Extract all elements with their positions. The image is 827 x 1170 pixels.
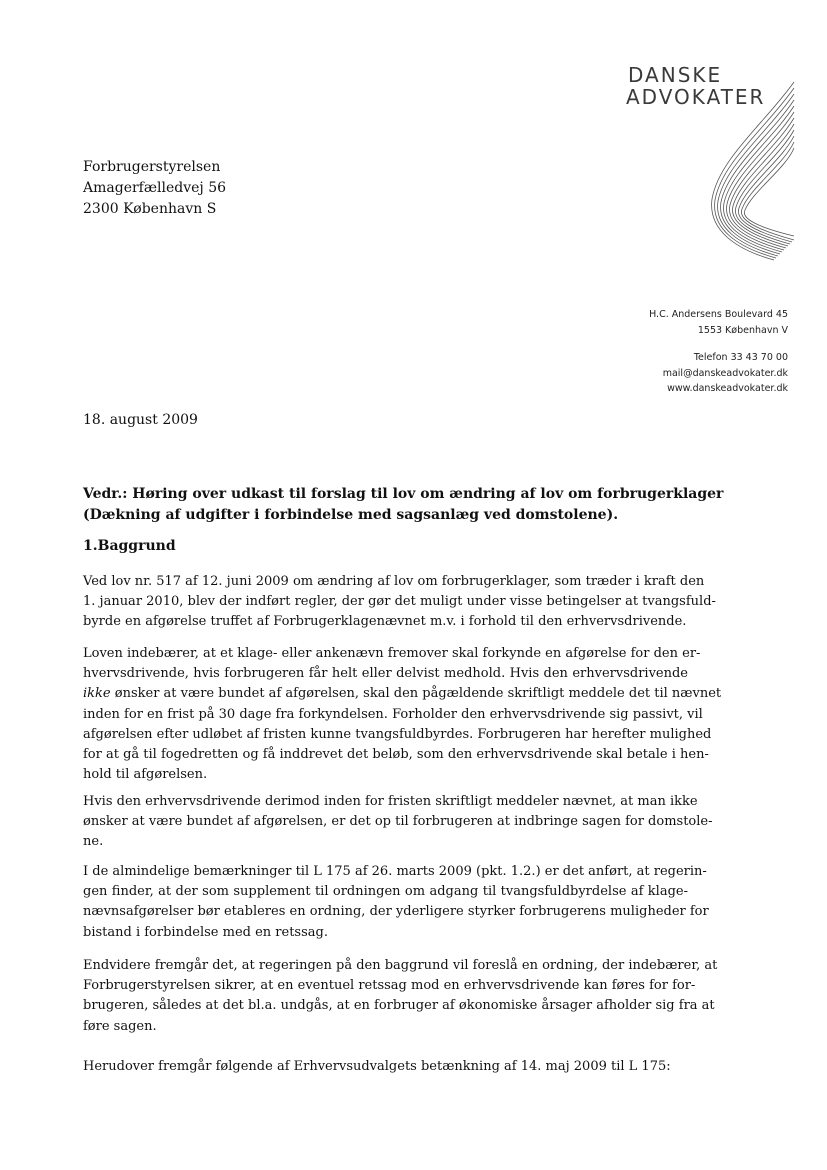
paragraph-line: Hvis den erhvervsdrivende derimod inden for fristen skriftligt meddeler nævnet, at man ikke	[83, 794, 698, 809]
paragraph-line: Forbrugerstyrelsen sikrer, at en eventuel retssag mod en erhvervsdrivende kan føres for for-	[83, 978, 696, 994]
paragraph-line: nævnsafgørelser bør etableres en ordning, der yderligere styrker forbrugerens muligheder for	[83, 904, 709, 920]
paragraph-line: inden for en frist på 30 dage fra forkyndelsen. Forholder den erhvervsdrivende sig passivt, vil	[83, 706, 703, 722]
paragraph-line: hvervsdrivende, hvis forbrugeren får helt eller delvist medhold. Hvis den erhvervsdrivende	[83, 666, 688, 682]
logo-text-line1: DANSKE	[628, 63, 723, 87]
paragraph-1	[83, 572, 716, 633]
subject-line-2: (Dækning af udgifter i forbindelse med sagsanlæg ved domstolene).	[83, 507, 619, 523]
sender-contact	[663, 350, 788, 397]
danske-advokater-logo	[624, 64, 796, 264]
sender-phone: Telefon 33 43 70 00	[693, 352, 788, 363]
paragraph-line: for at gå til fogedretten og få inddrevet det beløb, som den erhvervsdrivende skal betale i hen-	[83, 747, 709, 763]
paragraph-line: byrde en afgørelse truffet af Forbrugerklagenævnet m.v. i forhold til den erhvervsdrivende.	[83, 614, 687, 630]
paragraph-line: Ved lov nr. 517 af 12. juni 2009 om ændring af lov om forbrugerklager, som træder i kraft den	[83, 574, 705, 589]
paragraph-line: afgørelsen efter udløbet af fristen kunne tvangsfuldbyrdes. Forbrugeren har herefter mulighed	[83, 726, 712, 742]
paragraph-line: gen finder, at der som supplement til ordningen om adgang til tvangsfuldbyrdelse af klage-	[83, 884, 688, 900]
sender-web: www.danskeadvokater.dk	[667, 383, 788, 394]
sender-city: 1553 København V	[697, 324, 788, 336]
paragraph-line: I de almindelige bemærkninger til L 175 af 26. marts 2009 (pkt. 1.2.) er det anført, at regerin-	[83, 864, 707, 879]
sender-street: H.C. Andersens Boulevard 45	[649, 309, 788, 320]
paragraph-line: Loven indebærer, at et klage- eller ankenævn fremover skal forkynde en afgørelse for den er-	[83, 646, 701, 661]
paragraph-line-with-emphasis	[83, 684, 722, 704]
subject-line	[83, 484, 724, 526]
paragraph-2	[83, 644, 722, 785]
sender-address	[649, 307, 788, 338]
recipient-city: 2300 København S	[83, 201, 217, 217]
emphasis-word: ikke	[83, 686, 111, 702]
paragraph-line: føre sagen.	[83, 1018, 157, 1034]
paragraph-4	[83, 862, 709, 943]
paragraph-3	[83, 792, 713, 853]
paragraph-line: hold til afgørelsen.	[83, 767, 208, 783]
paragraph-5	[83, 956, 718, 1037]
paragraph-line: brugeren, således at det bl.a. undgås, at en forbruger af økonomiske årsager afholder sig fra at	[83, 998, 715, 1014]
recipient-street: Amagerfælledvej 56	[83, 180, 227, 196]
paragraph-line-rest: ønsker at være bundet af afgørelsen, skal den pågældende skriftligt meddele det til nævnet	[114, 686, 722, 702]
subject-line-1: Vedr.: Høring over udkast til forslag til lov om ændring af lov om forbrugerklager	[83, 486, 724, 502]
recipient-address	[83, 157, 226, 220]
paragraph-line: ne.	[83, 834, 104, 850]
paragraph-line: bistand i forbindelse med en retssag.	[83, 924, 328, 940]
logo-text-line2: ADVOKATER	[626, 85, 766, 109]
paragraph-line: 1. januar 2010, blev der indført regler, der gør det muligt under visse betingelser at tvangsfuld-	[83, 594, 716, 610]
paragraph-line: Endvidere fremgår det, at regeringen på den baggrund vil foreslå en ordning, der indebærer, at	[83, 958, 718, 973]
paragraph-line: ønsker at være bundet af afgørelsen, er det op til forbrugeren at indbringe sagen for domstole-	[83, 814, 713, 830]
section-heading: 1.Baggrund	[83, 538, 176, 554]
sender-email: mail@danskeadvokater.dk	[662, 367, 788, 379]
paragraph-line: Herudover fremgår følgende af Erhvervsudvalgets betænkning af 14. maj 2009 til L 175:	[83, 1059, 671, 1074]
paragraph-6	[83, 1057, 688, 1077]
recipient-name: Forbrugerstyrelsen	[83, 159, 221, 175]
letter-date: 18. august 2009	[83, 412, 198, 428]
